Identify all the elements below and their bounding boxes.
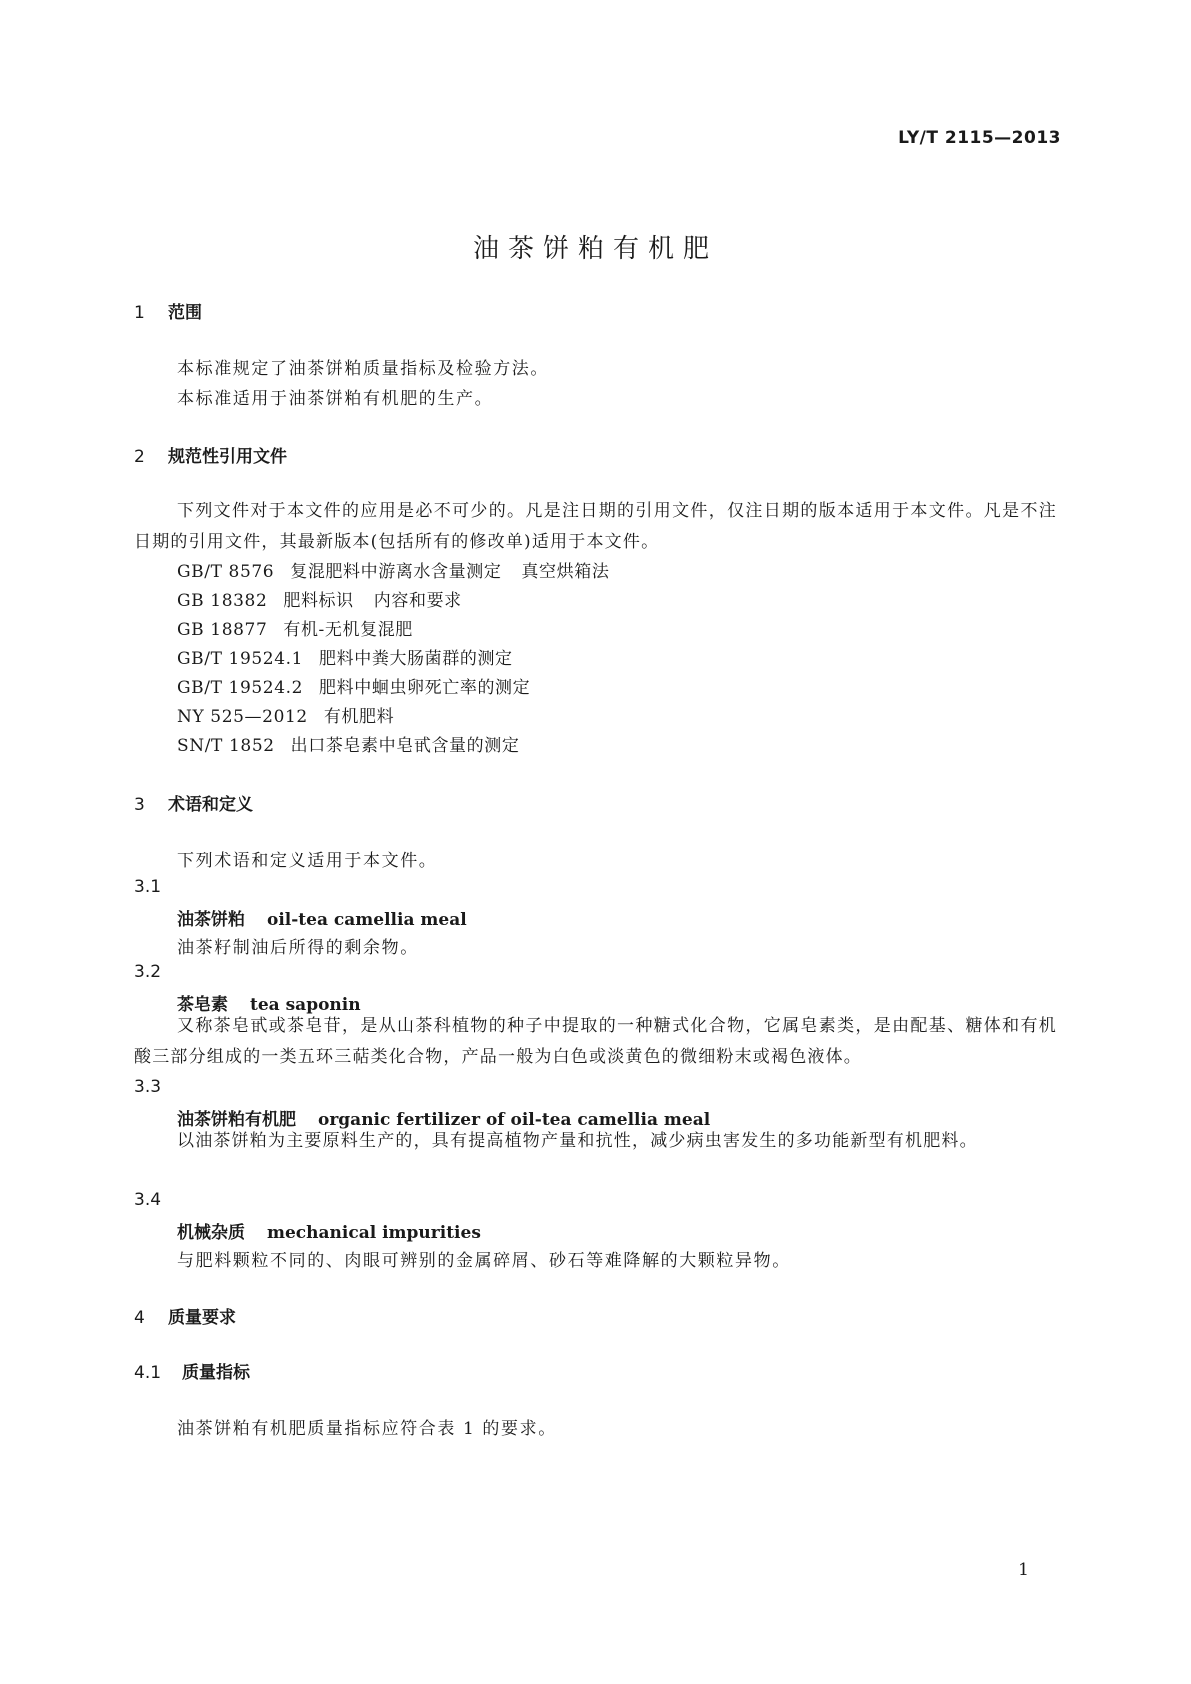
section-title: 范围 (168, 303, 202, 323)
term-number: 3.2 (134, 962, 162, 982)
section-2-heading (134, 442, 287, 467)
term-en: oil-tea camellia meal (267, 910, 467, 930)
reference-item (177, 731, 519, 756)
reference-title: 肥料标识 (283, 591, 354, 611)
paragraph: 下列术语和定义适用于本文件。 (177, 851, 438, 871)
term-en: organic fertilizer of oil-tea camellia meal (318, 1110, 711, 1130)
section-3-heading (134, 790, 253, 815)
reference-item (177, 673, 530, 698)
reference-item (177, 557, 609, 582)
reference-subtitle: 内容和要求 (373, 591, 462, 611)
reference-code: SN/T 1852 (177, 736, 275, 756)
term-number: 3.4 (134, 1190, 162, 1210)
term-heading (177, 905, 467, 930)
section-title: 规范性引用文件 (168, 447, 287, 467)
section-4-heading (134, 1303, 236, 1328)
term-en: tea saponin (250, 995, 361, 1015)
section-title: 质量要求 (168, 1308, 236, 1328)
reference-code: GB/T 19524.1 (177, 649, 304, 669)
standard-code: LY/T 2115—2013 (898, 128, 1061, 148)
reference-title: 有机肥料 (323, 707, 395, 727)
term-heading (177, 1218, 481, 1243)
reference-item (177, 702, 394, 727)
reference-item (177, 615, 413, 640)
subsection-number: 4.1 (134, 1363, 162, 1383)
section-1-heading (134, 298, 202, 323)
term-definition: 与肥料颗粒不同的、肉眼可辨别的金属碎屑、砂石等难降解的大颗粒异物。 (177, 1251, 791, 1271)
term-zh: 油茶饼粕有机肥 (177, 1110, 296, 1130)
term-zh: 茶皂素 (177, 995, 228, 1015)
reference-code: GB/T 8576 (177, 562, 275, 582)
reference-title: 复混肥料中游离水含量测定 (290, 562, 502, 582)
reference-subtitle: 真空烘箱法 (521, 562, 610, 582)
reference-item (177, 586, 462, 611)
reference-title: 出口茶皂素中皂甙含量的测定 (290, 736, 520, 756)
term-definition: 油茶籽制油后所得的剩余物。 (177, 938, 419, 958)
paragraph: 下列文件对于本文件的应用是必不可少的。凡是注日期的引用文件，仅注日期的版本适用于本文件。凡是不注日期的引用文件，其最新版本(包括所有的修改单)适用于本文件。 (134, 501, 1057, 552)
section-number: 1 (134, 303, 145, 323)
subsection-title: 质量指标 (182, 1363, 250, 1383)
term-zh: 油茶饼粕 (177, 910, 245, 930)
term-en: mechanical impurities (267, 1223, 481, 1243)
section-title: 术语和定义 (168, 795, 253, 815)
reference-code: GB/T 19524.2 (177, 678, 304, 698)
reference-code: NY 525—2012 (177, 707, 308, 727)
term-zh: 机械杂质 (177, 1223, 245, 1243)
paragraph: 油茶饼粕有机肥质量指标应符合表 1 的要求。 (177, 1419, 557, 1439)
page-number: 1 (1018, 1560, 1029, 1580)
paragraph: 本标准适用于油茶饼粕有机肥的生产。 (177, 389, 494, 409)
reference-title: 有机-无机复混肥 (283, 620, 413, 640)
reference-title: 肥料中粪大肠菌群的测定 (319, 649, 513, 669)
document-title: 油茶饼粕有机肥 (472, 234, 718, 264)
section-number: 3 (134, 795, 145, 815)
section-number: 2 (134, 447, 145, 467)
paragraph: 本标准规定了油茶饼粕质量指标及检验方法。 (177, 359, 549, 379)
term-number: 3.3 (134, 1077, 162, 1097)
subsection-4-1-heading (134, 1358, 250, 1383)
term-definition: 又称茶皂甙或茶皂苷，是从山茶科植物的种子中提取的一种糖式化合物，它属皂素类，是由配基、糖体和有机酸三部分组成的一类五环三萜类化合物，产品一般为白色或淡黄色的微细粉末或褐色液体。 (134, 1016, 1057, 1067)
term-definition: 以油茶饼粕为主要原料生产的，具有提高植物产量和抗性，减少病虫害发生的多功能新型有机肥料。 (177, 1131, 978, 1151)
reference-title: 肥料中蛔虫卵死亡率的测定 (319, 678, 531, 698)
reference-code: GB 18877 (177, 620, 268, 640)
reference-code: GB 18382 (177, 591, 268, 611)
reference-item (177, 644, 513, 669)
section-number: 4 (134, 1308, 145, 1328)
term-number: 3.1 (134, 877, 162, 897)
